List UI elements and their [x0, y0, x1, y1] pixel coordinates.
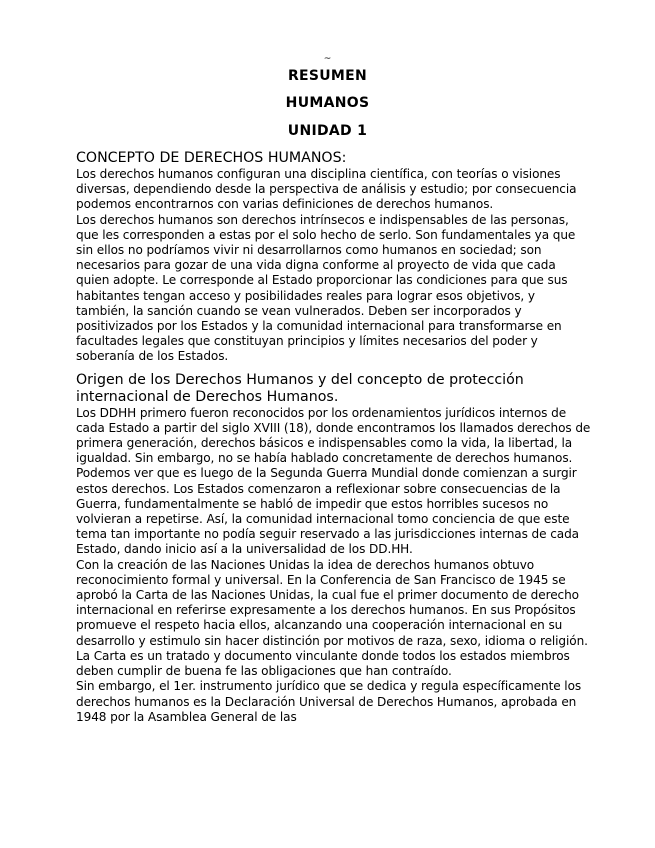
paragraph: Los derechos humanos son derechos intrínsecos e indispensables de las personas, que les corresponden a estas por el solo hecho de serlo. Son fundamentales ya que sin ellos no podríamos vivir ni desarrollarnos como humanos en sociedad; son necesarios para gozar de una vida digna conforme al proyecto de vida que cada quien adopte. Le corresponde al Estado proporcionar las condiciones para que sus habitantes tengan acceso y posibilidades reales para lograr esos objetivos, y también, la sanción cuando se vean vulnerados. Deben ser incorporados y positivizados por los Estados y la comunidad internacional para transformarse en facultades legales que constituyan principios y límites necesarios del poder y soberanía de los Estados.	[76, 212, 576, 364]
title-unidad: UNIDAD 1	[287, 123, 368, 139]
paragraph: Los derechos humanos configuran una disciplina científica, con teorías o visiones diversas, dependiendo desde la perspectiva de análisis y estudio; por consecuencia podemos encontrarnos con varias definiciones de derechos humanos.	[76, 167, 577, 212]
paragraph: Sin embargo, el 1er. instrumento jurídico que se dedica y regula específicamente los derechos humanos es la Declaración Universal de Derechos Humanos, aprobada en 1948 por la Asamblea General de las	[76, 679, 582, 724]
section-heading-concepto: CONCEPTO DE DERECHOS HUMANOS:	[76, 150, 347, 166]
paragraph: Los DDHH primero fueron reconocidos por los ordenamientos jurídicos internos de cada Estado a partir del siglo XVIII (18), donde encontramos los llamados derechos de primera generación, derechos básicos e indispensables como la vida, la libertad, la igualdad. Sin embargo, no se había hablado concretamente de derechos humanos.	[76, 405, 591, 466]
document-body	[76, 150, 591, 725]
header-mark: ~	[323, 54, 332, 64]
paragraph: Con la creación de las Naciones Unidas la idea de derechos humanos obtuvo reconocimiento formal y universal. En la Conferencia de San Francisco de 1945 se aprobó la Carta de las Naciones Unidas, la cual fue el primer documento de derecho internacional en referirse expresamente a los derechos humanos. En sus Propósitos promueve el respeto hacia ellos, alcanzando una cooperación internacional en su desarrollo y estimulo sin hacer distinción por motivos de raza, sexo, idioma o religión. La Carta es un tratado y documento vinculante donde todos los estados miembros deben cumplir de buena fe las obligaciones que han contraído.	[76, 557, 588, 679]
paragraph: Podemos ver que es luego de la Segunda Guerra Mundial donde comienzan a surgir estos derechos. Los Estados comenzaron a reflexionar sobre consecuencias de la Guerra, fundamentalmente se habló de impedir que estos horribles sucesos no volvieran a repetirse. Así, la comunidad internacional tomo conciencia de que este tema tan importante no podía seguir reservado a las jurisdicciones internas de cada Estado, dando inicio así a la universalidad de los DD.HH.	[76, 466, 579, 557]
section-heading-origen: Origen de los Derechos Humanos y del concepto de protección internacional de Derechos Humanos.	[76, 371, 524, 405]
title-humanos: HUMANOS	[285, 95, 370, 111]
title-resumen: RESUMEN	[287, 68, 368, 84]
